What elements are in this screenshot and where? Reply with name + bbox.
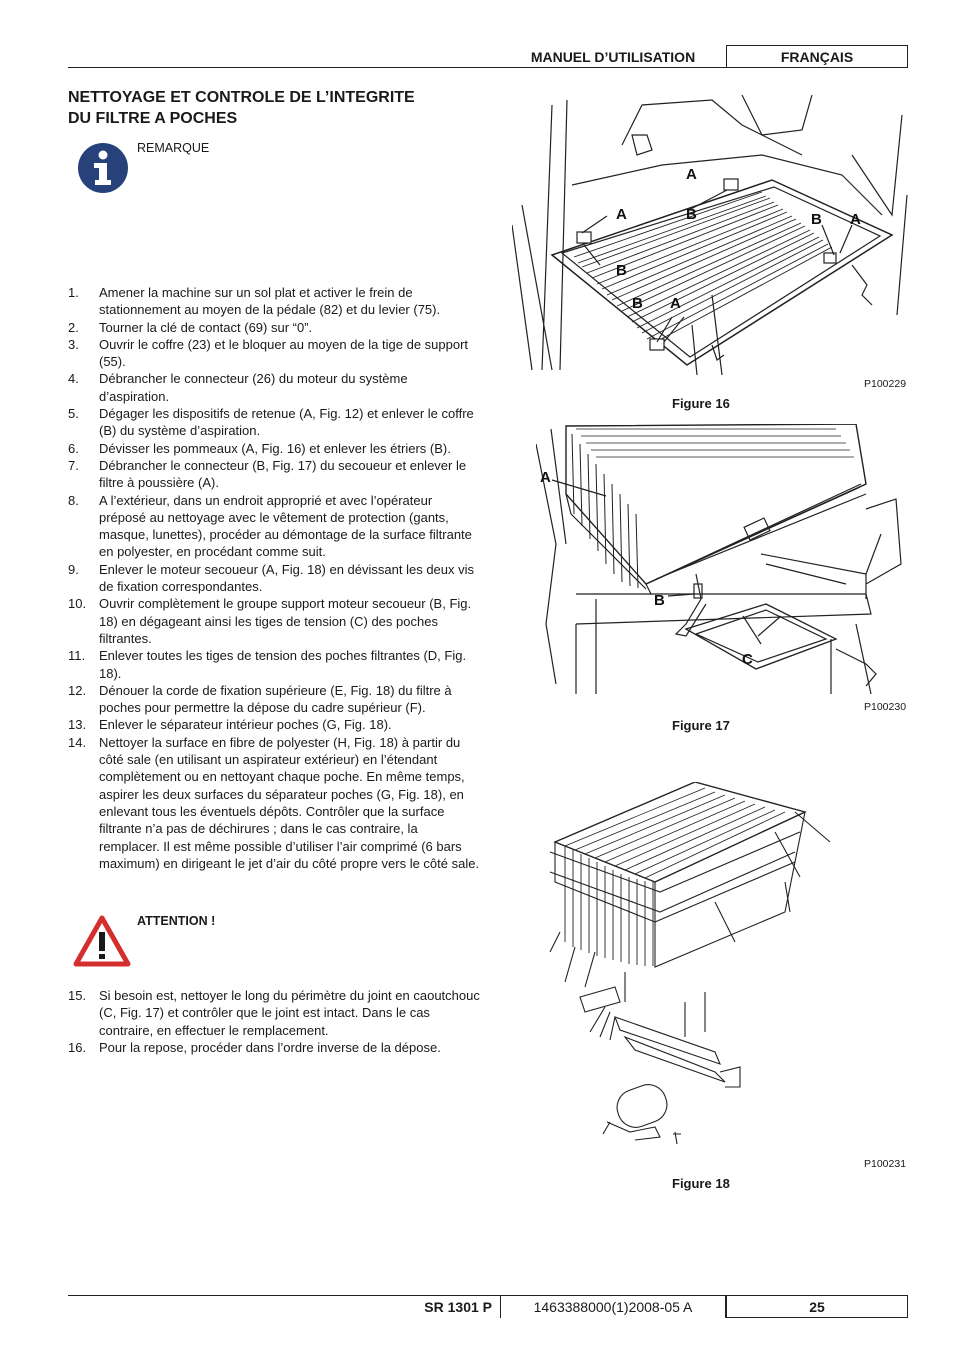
step-item bbox=[68, 595, 480, 647]
step-number: 4. bbox=[68, 371, 79, 387]
figure-17-caption: Figure 17 bbox=[672, 718, 730, 733]
step-number: 8. bbox=[68, 492, 79, 508]
step-item bbox=[68, 284, 480, 319]
figure-18-illustration bbox=[545, 782, 835, 1152]
step-number: 11. bbox=[68, 648, 86, 664]
step-text: A l’extérieur, dans un endroit approprié et avec l’opérateur préposé au nettoyage avec le vêtement de protection (gants, masque, lunettes), procéder au démontage de la surface filtrante en polyester, en procédant comme suit. bbox=[99, 492, 472, 560]
note-label: REMARQUE bbox=[137, 141, 210, 155]
section-title: NETTOYAGE ET CONTROLE DE L’INTEGRITE DU FILTRE A POCHES bbox=[68, 89, 415, 127]
footer-model: SR 1301 P bbox=[424, 1298, 492, 1315]
step-item bbox=[68, 405, 480, 440]
step-item bbox=[68, 370, 480, 405]
step-item bbox=[68, 319, 480, 336]
fig17-label: B bbox=[654, 592, 665, 609]
step-item bbox=[68, 716, 480, 733]
step-text: Ouvrir complètement le groupe support moteur secoueur (B, Fig. 18) en dégageant ainsi les tiges de tension (C) des poches filtrantes. bbox=[99, 596, 472, 646]
footer-page-number: 25 bbox=[726, 1295, 908, 1318]
step-number: 5. bbox=[68, 406, 79, 422]
step-text: Débrancher le connecteur (B, Fig. 17) du secoueur et enlever le filtre à poussière (A). bbox=[99, 457, 467, 491]
header-rule bbox=[68, 67, 908, 68]
fig16-label: B bbox=[632, 295, 643, 312]
step-number: 9. bbox=[68, 561, 79, 577]
figure-16-code: P100229 bbox=[864, 378, 907, 390]
figure-17-illustration bbox=[536, 424, 908, 694]
fig16-label: A bbox=[670, 295, 681, 312]
step-number: 16. bbox=[68, 1039, 87, 1055]
step-text: Dévisser les pommeaux (A, Fig. 16) et enlever les étriers (B). bbox=[99, 440, 451, 456]
footer-docnum: 1463388000(1)2008-05 A bbox=[500, 1295, 726, 1318]
step-text: Débrancher le connecteur (26) du moteur du système d’aspiration. bbox=[99, 371, 408, 404]
step-number: 2. bbox=[68, 319, 79, 335]
step-item bbox=[68, 492, 480, 561]
step-text: Amener la machine sur un sol plat et activer le frein de stationnement au moyen de la pédale (82) et du levier (75). bbox=[99, 285, 441, 318]
step-number: 14. bbox=[68, 734, 87, 750]
fig16-label: B bbox=[686, 206, 697, 223]
warning-label: ATTENTION ! bbox=[137, 914, 216, 928]
language-label: FRANÇAIS bbox=[726, 45, 908, 68]
figure-16-caption: Figure 16 bbox=[672, 396, 730, 411]
fig17-label: C bbox=[742, 651, 753, 668]
step-number: 6. bbox=[68, 440, 79, 456]
procedure-steps-continued bbox=[68, 987, 480, 1056]
figure-18-caption: Figure 18 bbox=[672, 1176, 730, 1191]
step-text: Pour la repose, procéder dans l’ordre inverse de la dépose. bbox=[99, 1039, 441, 1055]
step-item bbox=[68, 682, 480, 717]
fig16-label: A bbox=[616, 206, 627, 223]
step-item bbox=[68, 561, 480, 596]
figure-18-code: P100231 bbox=[864, 1158, 907, 1170]
step-item bbox=[68, 1039, 480, 1056]
step-text: Enlever le séparateur intérieur poches (G, Fig. 18). bbox=[99, 717, 392, 733]
step-item bbox=[68, 457, 480, 492]
step-number: 1. bbox=[68, 285, 79, 300]
step-text: Enlever le moteur secoueur (A, Fig. 18) en dévissant les deux vis de fixation correspondantes. bbox=[99, 561, 475, 595]
step-number: 3. bbox=[68, 336, 79, 352]
warning-icon bbox=[73, 915, 131, 967]
step-item bbox=[68, 734, 480, 872]
step-number: 10. bbox=[68, 596, 87, 612]
step-text: Tourner la clé de contact (69) sur “0”. bbox=[99, 319, 313, 335]
step-text: Dégager les dispositifs de retenue (A, Fig. 12) et enlever le coffre (B) du système d’aspiration. bbox=[99, 406, 474, 439]
fig16-label: A bbox=[686, 166, 697, 183]
fig17-label: A bbox=[540, 469, 551, 486]
step-number: 12. bbox=[68, 682, 87, 698]
step-text: Si besoin est, nettoyer le long du périmètre du joint en caoutchouc (C, Fig. 17) et contrôler que le joint est intact. Dans le cas contraire, en effectuer le remplacement. bbox=[99, 988, 480, 1038]
manual-title: MANUEL D’UTILISATION bbox=[530, 48, 696, 65]
step-item bbox=[68, 440, 480, 457]
step-number: 7. bbox=[68, 457, 79, 473]
step-item bbox=[68, 987, 480, 1039]
step-text: Nettoyer la surface en fibre de polyester (H, Fig. 18) à partir du côté sale (en utilisant un aspirateur extérieur) en l’étendant complètement ou en nettoyant chaque poche. En même temps, aspirer les deux surfaces du séparateur poches (G, Fig. 18), en enlevant tous les éventuels dépôts. Contrôler que la surface filtrante n’a pas de déchirures ; dans le cas contraire, la remplacer. Il est même possible d’utiliser l’air comprimé (6 bars maximum) en dirigeant le jet d’air du côté propre vers le côté sale. bbox=[99, 734, 480, 871]
step-text: Enlever toutes les tiges de tension des poches filtrantes (D, Fig. 18). bbox=[99, 648, 467, 681]
step-item bbox=[68, 647, 480, 682]
fig16-label: A bbox=[850, 211, 861, 228]
figure-16-illustration bbox=[512, 95, 908, 375]
figure-17-code: P100230 bbox=[864, 701, 907, 713]
procedure-steps bbox=[68, 284, 480, 872]
fig16-label: B bbox=[811, 211, 822, 228]
info-icon bbox=[77, 142, 129, 194]
step-item bbox=[68, 336, 480, 371]
step-number: 15. bbox=[68, 988, 87, 1003]
step-number: 13. bbox=[68, 717, 87, 733]
step-text: Ouvrir le coffre (23) et le bloquer au moyen de la tige de support (55). bbox=[99, 336, 469, 370]
fig16-label: B bbox=[616, 262, 627, 279]
step-text: Dénouer la corde de fixation supérieure (E, Fig. 18) du filtre à poches pour permettre la dépose du cadre supérieur (F). bbox=[99, 682, 452, 716]
